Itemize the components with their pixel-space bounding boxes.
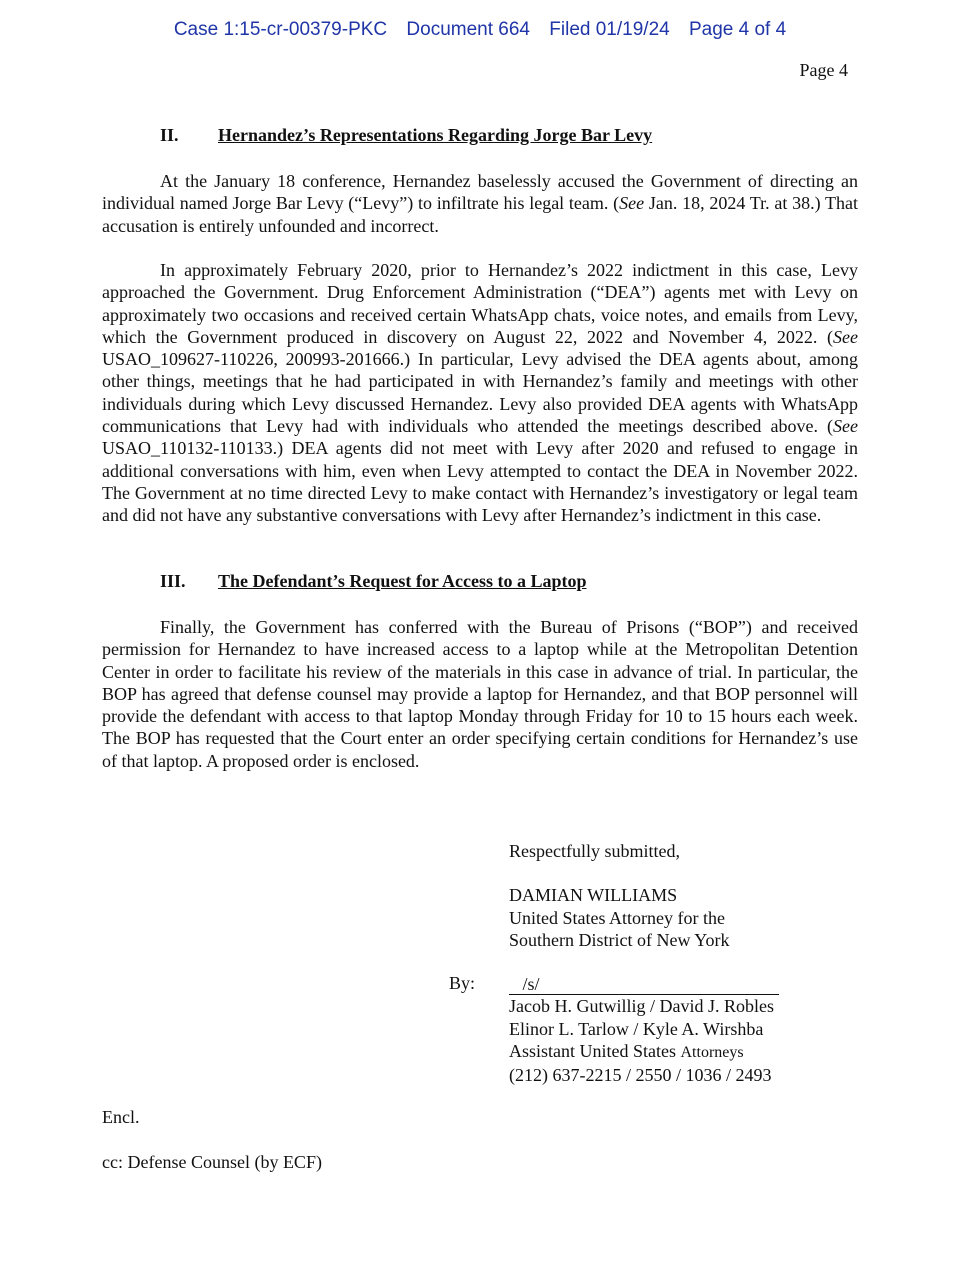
citation-signal: See <box>619 193 645 214</box>
signer-title: United States Attorney for the <box>509 907 725 928</box>
signer-name: DAMIAN WILLIAMS <box>509 885 678 906</box>
enclosure-note: Encl. <box>102 1107 140 1127</box>
section-heading-2 <box>160 125 652 146</box>
role-text: Assistant United States <box>509 1041 676 1062</box>
role-text: Attorneys <box>680 1044 744 1062</box>
document-number: Document 664 <box>406 19 530 40</box>
filed-date: Filed 01/19/24 <box>549 19 670 40</box>
paragraph-laptop-access: Finally, the Government has conferred with the Bureau of Prisons (“BOP”) and received permission for Hernandez to have increased access to a laptop while at the Metropolitan Detention Center in order to facilitate his review of the materials in this case in advance of trial. In particular, the BOP has agreed that defense counsel may provide a laptop for Hernandez, and that BOP personnel will provide the defendant with access to that laptop Monday through Friday for 10 to 15 hours each week. The BOP has requested that the Court enter an order specifying certain conditions for Hernandez’s use of that laptop. A proposed order is enclosed. <box>102 617 858 771</box>
text-run: In approximately February 2020, prior to Hernandez’s 2022 indictment in this case, Levy approached the Government. Drug Enforcement Administration (“DEA”) agents met with Levy on approximately two occasions and received certain WhatsApp chats, voice notes, and emails from Levy, which the Government produced in discovery on August 22, 2022 and November 4, 2022. ( <box>102 260 858 347</box>
section-number: II. <box>160 125 179 145</box>
closing: Respectfully submitted, <box>509 841 680 861</box>
signature-line <box>509 974 779 995</box>
attorney-names-1: Jacob H. Gutwillig / David J. Robles <box>509 996 774 1017</box>
by-label: By: <box>449 973 476 993</box>
citation-signal: See <box>833 416 858 437</box>
case-number: Case 1:15-cr-00379-PKC <box>173 19 388 40</box>
attorney-role <box>509 1040 779 1064</box>
section-title: The Defendant’s Request for Access to a Laptop <box>218 571 587 591</box>
page-number: Page 4 <box>799 60 848 80</box>
ecf-header <box>0 19 960 41</box>
cc-note: cc: Defense Counsel (by ECF) <box>102 1152 322 1172</box>
text-run: At the January 18 conference, Hernandez baselessly accused the Government of directing an individual named Jorge Bar Levy (“Levy”) to infiltrate his legal team. ( <box>102 171 858 214</box>
signature-block <box>509 840 779 1087</box>
paragraph-accusation <box>102 170 858 237</box>
attorney-names-2: Elinor L. Tarlow / Kyle A. Wirshba <box>509 1018 764 1039</box>
section-heading-3 <box>160 571 587 592</box>
text-run: USAO_109627-110226, 200993-201666.) In particular, Levy advised the DEA agents about, among other things, meetings that he had participated in with Hernandez’s family and meetings with other individuals during which Levy discussed Hernandez. Levy also provided DEA agents with WhatsApp communications that Levy had with individuals who attended the meetings described above. ( <box>102 349 858 437</box>
text-run: Jan. 18, 2024 Tr. at 38.) That accusation is entirely unfounded and incorrect. <box>102 193 858 236</box>
citation-signal: See <box>833 326 858 347</box>
section-number: III. <box>160 571 186 591</box>
electronic-signature: /s/ <box>522 974 540 995</box>
signer-district: Southern District of New York <box>509 929 730 950</box>
page-count: Page 4 of 4 <box>688 19 787 40</box>
phone-numbers: (212) 637-2215 / 2550 / 1036 / 2493 <box>509 1065 772 1086</box>
paragraph-levy-contacts <box>102 259 858 527</box>
section-title: Hernandez’s Representations Regarding Jorge Bar Levy <box>218 125 653 145</box>
text-run: USAO_110132-110133.) DEA agents did not meet with Levy after 2020 and refused to engage in additional conversations with him, even when Levy attempted to contact the DEA in November 2022. The Government at no time directed Levy to make contact with Hernandez’s investigatory or legal team and did not have any substantive conversations with Levy after Hernandez’s indictment in this case. <box>102 438 858 526</box>
